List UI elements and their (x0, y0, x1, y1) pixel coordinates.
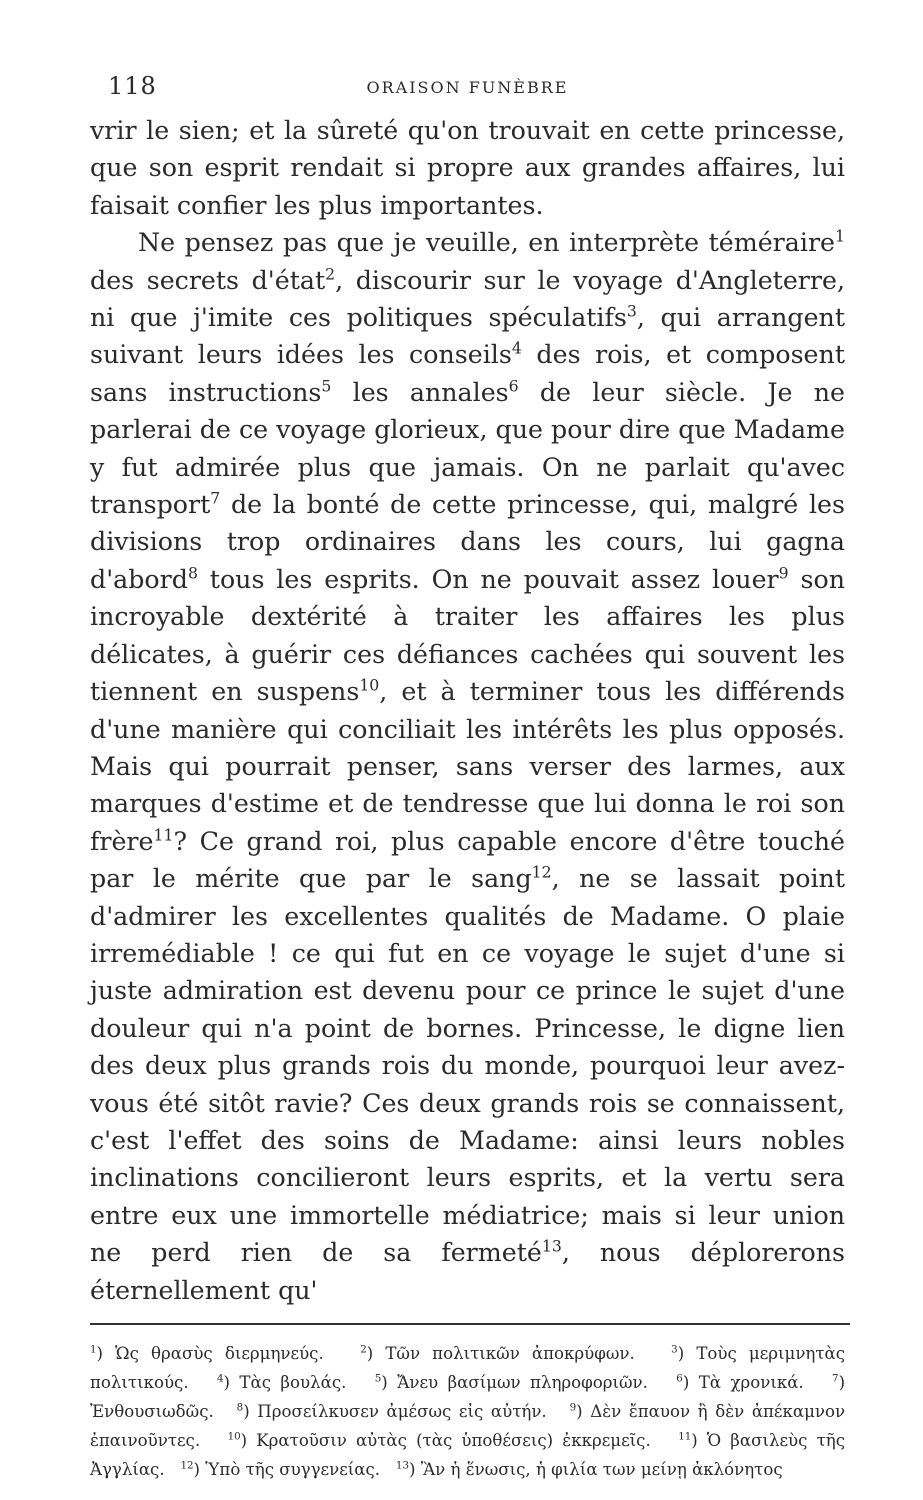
footnote-ref: 3 (626, 301, 637, 321)
footnote-number: 7 (832, 1372, 839, 1385)
footnote: $^9$) Δὲν ἔπαυον ἢ δὲν ἀπέκαμνον ἐπαινοῦντες. (90, 1401, 846, 1450)
footnotes (90, 1339, 845, 1484)
footnote-number: 1 (90, 1343, 97, 1356)
text-run: les annales (331, 377, 509, 407)
footnote: $^{11}$) Ὁ βασιλεὺς τῆς Ἀγγλίας. (90, 1430, 845, 1479)
footnote: $^3$) Τοὺς μεριμνητὰς πολιτικούς. (90, 1343, 846, 1392)
page-number: 118 (108, 72, 157, 100)
text-run: , nous déplorerons éternellement qu' (90, 1238, 845, 1305)
footnote-ref: 7 (210, 488, 221, 508)
footnote-number: 12 (180, 1459, 194, 1472)
footnote-number: 3 (671, 1343, 678, 1356)
footnote-number: 5 (374, 1372, 382, 1385)
text-run: tous les esprits. On ne pouvait assez louer (197, 564, 779, 594)
footnote: $^{13}$) Ἂν ἡ ἕνωσις, ἡ φιλία των μείνῃ ἀκλόνητος (395, 1459, 783, 1479)
footnote-number: 2 (360, 1343, 367, 1356)
footnote: $^{10}$) Κρατοῦσιν αὐτὰς (τὰς ὑποθέσεις) ἐκκρεμεῖς. (227, 1430, 651, 1450)
footnote: $^1$) Ὡς θρασὺς διερμηνεύς. (90, 1343, 324, 1363)
footnote: $^7$) Ἐνθουσιωδῶς. (90, 1372, 846, 1421)
footnote: $^5$) Ἄνευ βασίμων πληροφοριῶν. (374, 1372, 648, 1392)
footnote-number: 13 (395, 1459, 410, 1472)
footnote-number: 9 (569, 1401, 577, 1414)
footnote-ref: 13 (541, 1236, 562, 1256)
footnote-ref: 9 (778, 563, 789, 583)
text-run: , qui arrangent suivant leurs idées les conseils (90, 303, 845, 370)
footnote-text: Ἐνθουσιωδῶς. (90, 1402, 214, 1421)
footnote-text: Τῶν πολιτικῶν ἀποκρύφων. (385, 1344, 635, 1363)
footnote-text: Δὲν ἔπαυον ἢ δὲν ἀπέκαμνον ἐπαινοῦντες. (90, 1402, 846, 1450)
footnote-ref: 8 (187, 563, 198, 583)
footnote-number: 6 (676, 1372, 683, 1385)
footnote-text: Τοὺς μεριμνητὰς πολιτικούς. (90, 1344, 846, 1392)
footnote: $^4$) Τὰς βουλάς. (216, 1372, 347, 1392)
footnote-number: 10 (227, 1430, 241, 1443)
footnote-text: Τὰς βουλάς. (239, 1373, 347, 1392)
footnote: $^2$) Τῶν πολιτικῶν ἀποκρύφων. (360, 1343, 635, 1363)
main-text (90, 112, 845, 1309)
footnote-ref: 12 (531, 862, 552, 882)
footnote: $^6$) Τὰ χρονικά. (676, 1372, 804, 1392)
footnote-number: 8 (236, 1401, 244, 1414)
footnote-number: 4 (216, 1372, 224, 1385)
footnote: $^8$) Προσείλκυσεν ἀμέσως εἰς αὐτήν. (236, 1401, 547, 1421)
footnote-ref: 1 (835, 226, 845, 246)
paragraph-1: vrir le sien; et la sûreté qu'on trouvait en cette princesse, que son esprit rendait si propre aux grandes affaires, lui faisait confier les plus importantes. (90, 116, 845, 220)
footnote-number: 11 (678, 1430, 692, 1443)
text-run: des rois, et composent sans instructions (90, 340, 845, 407)
footnote-text: Ὡς θρασὺς διερμηνεύς. (115, 1344, 324, 1363)
running-head: ORAISON FUNÈBRE (366, 78, 569, 97)
footnote-text: Τὰ χρονικά. (698, 1373, 804, 1392)
footnote-text: Προσείλκυσεν ἀμέσως εἰς αὐτήν. (257, 1402, 547, 1421)
footnote: $^{12}$) Ὑπὸ τῆς συγγενείας. (180, 1459, 381, 1479)
footnote-ref: 6 (508, 376, 519, 396)
footnote-text: Ἄνευ βασίμων πληροφοριῶν. (397, 1373, 648, 1392)
text-run: , ne se lassait point d'admirer les excellentes qualités de Madame. O plaie irremédiable ! ce qui fut en ce voyage le sujet d'une si juste admiration est devenu pour ce prince le sujet d'une douleur qui n'a point de bornes. Princesse, le digne lien des deux plus grands rois du monde, pourquoi leur avez-vous été sitôt ravie? Ces deux grands rois se connaissent, c'est l'effet des soins de Madame: ainsi leurs nobles inclinations concilieront leurs esprits, et la vertu sera entre eux une immortelle médiatrice; mais si leur union ne perd rien de sa fermeté (90, 864, 846, 1268)
footnote-ref: 5 (321, 376, 332, 396)
footnote-ref: 10 (359, 675, 380, 695)
text-run: de la bonté de cette princesse, qui, malgré les divisions trop ordinaires dans les cours, lui gagna d'abord (90, 490, 845, 594)
footnote-ref: 11 (153, 825, 174, 845)
text-run: , discourir sur le voyage d'Angleterre, ni que j'imite ces politiques spéculatifs (90, 265, 845, 333)
footnote-text: Ὁ βασιλεὺς τῆς Ἀγγλίας. (90, 1431, 845, 1479)
text-run: son incroyable dextérité à traiter les affaires les plus délicates, à guérir ces défiances cachées qui souvent les tiennent en suspens (90, 564, 845, 707)
text-run: ? Ce grand roi, plus capable encore d'être touché par le mérite que par le sang (90, 826, 845, 894)
text-run: , et à terminer tous les différends d'une manière qui conciliait les intérêts les plus opposés. Mais qui pourrait penser, sans verser des larmes, aux marques d'estime et de tendresse que lui donna le roi son frère (90, 677, 845, 856)
text-run: de leur siècle. Je ne parlerai de ce voyage glorieux, que pour dire que Madame y fut admirée plus que jamais. On ne parlait qu'avec transport (90, 377, 845, 520)
footnote-ref: 4 (511, 339, 522, 359)
footnote-ref: 2 (325, 264, 336, 284)
text-run: Ne pensez pas que je veuille, en interprète téméraire (138, 228, 836, 258)
footnote-text: Ὑπὸ τῆς συγγενείας. (205, 1460, 381, 1479)
page-header (90, 72, 845, 108)
text-run: des secrets d'état (90, 265, 326, 295)
footnote-text: Ἂν ἡ ἕνωσις, ἡ φιλία των μείνῃ ἀκλόνητος (420, 1460, 783, 1479)
paragraph-2 (90, 224, 845, 1309)
footnote-text: Κρατοῦσιν αὐτὰς (τὰς ὑποθέσεις) ἐκκρεμεῖς. (256, 1431, 651, 1450)
footnote-divider (90, 1323, 850, 1325)
